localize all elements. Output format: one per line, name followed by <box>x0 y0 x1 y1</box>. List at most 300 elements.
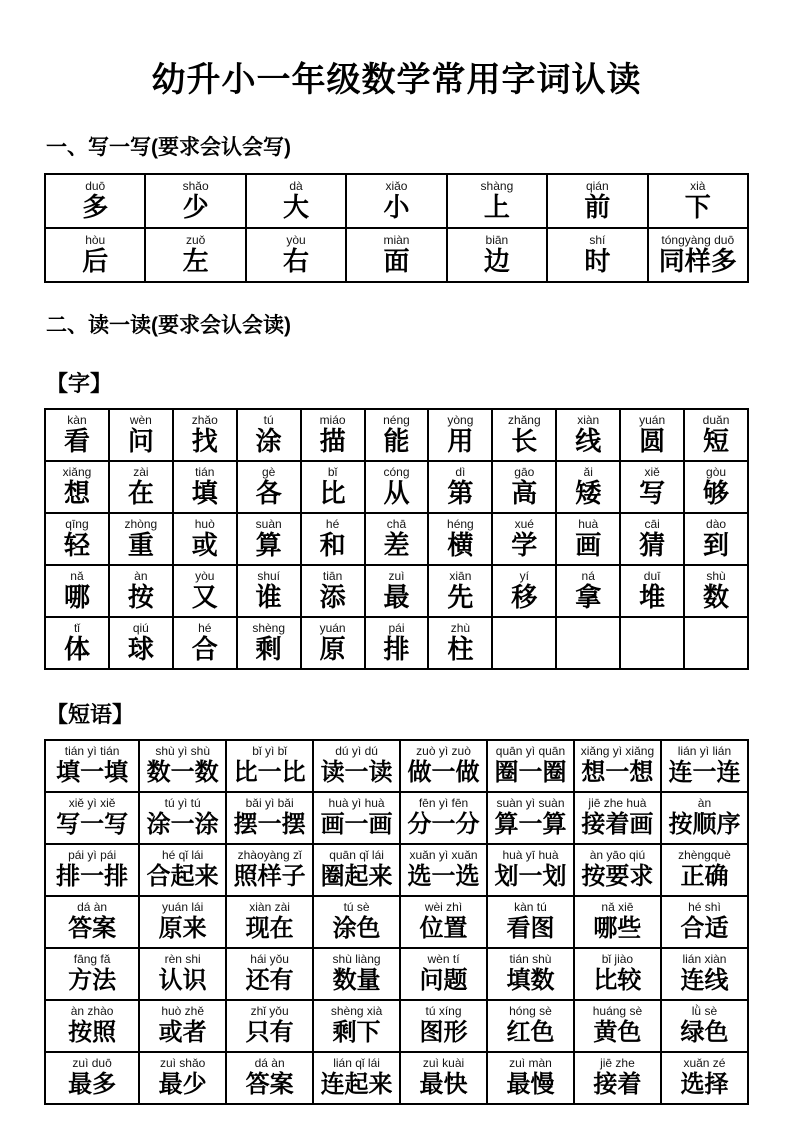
hanzi-text: 填一填 <box>56 758 129 786</box>
hanzi-text: 剩 <box>255 633 282 664</box>
hanzi-text: 按 <box>127 581 154 612</box>
word-cell <box>428 565 492 617</box>
pinyin-text: zuì duō <box>72 1055 112 1070</box>
word-cell <box>574 948 661 1000</box>
hanzi-text: 体 <box>63 633 90 664</box>
pinyin-text: cāi <box>644 516 660 531</box>
pinyin-text: xué <box>514 516 534 531</box>
pinyin-text: biān <box>485 232 509 247</box>
word-cell <box>173 565 237 617</box>
word-cell <box>45 461 109 513</box>
word-cell <box>313 792 400 844</box>
hanzi-text: 线 <box>575 425 602 456</box>
hanzi-text: 比一比 <box>233 758 306 786</box>
pinyin-text: hóng sè <box>509 1003 552 1018</box>
page-title: 幼升小一年级数学常用字词认读 <box>151 61 642 99</box>
pinyin-text: huáng sè <box>592 1003 643 1018</box>
hanzi-text: 最少 <box>158 1070 207 1098</box>
pinyin-text: zuì shǎo <box>159 1055 206 1070</box>
word-row <box>45 844 748 896</box>
section-read-heading: 二、读一读(要求会认会读) <box>46 314 291 337</box>
pinyin-text: hé qǐ lái <box>161 847 204 862</box>
hanzi-text: 最快 <box>419 1070 468 1098</box>
pinyin-text: tú xíng <box>425 1003 462 1018</box>
word-cell <box>365 617 429 669</box>
hanzi-text: 找 <box>191 425 218 456</box>
pinyin-text: zhǎo <box>191 412 218 427</box>
pinyin-text: quān yì quān <box>495 743 566 758</box>
pinyin-text: pái <box>388 620 405 635</box>
word-cell <box>684 565 748 617</box>
pinyin-text: xià <box>690 178 706 193</box>
hanzi-text: 面 <box>383 245 410 276</box>
empty-cell <box>620 617 684 669</box>
pinyin-text: miàn <box>383 232 410 247</box>
word-cell <box>661 740 748 792</box>
hanzi-text: 添 <box>319 581 346 612</box>
pinyin-text: quān qǐ lái <box>329 847 384 862</box>
hanzi-text: 最 <box>383 581 410 612</box>
hanzi-text: 红色 <box>506 1018 555 1046</box>
word-cell <box>109 617 173 669</box>
pinyin-text: fēn yì fēn <box>418 795 469 810</box>
hanzi-text: 绿色 <box>680 1018 729 1046</box>
hanzi-text: 看图 <box>506 914 555 942</box>
hanzi-text: 最慢 <box>506 1070 555 1098</box>
word-cell <box>428 513 492 565</box>
word-cell <box>487 1000 574 1052</box>
word-cell <box>45 513 109 565</box>
pinyin-text: ǎi <box>583 464 593 479</box>
pinyin-text: zuì kuài <box>422 1055 465 1070</box>
word-cell <box>313 948 400 1000</box>
hanzi-text: 长 <box>511 425 538 456</box>
hanzi-text: 现在 <box>245 914 294 942</box>
hanzi-text: 想 <box>63 477 90 508</box>
pinyin-text: tóngyàng duō <box>661 232 735 247</box>
hanzi-text: 方法 <box>68 966 117 994</box>
word-cell <box>226 896 313 948</box>
word-cell <box>301 617 365 669</box>
pinyin-text: yí <box>519 568 529 583</box>
word-row <box>45 948 748 1000</box>
word-cell <box>487 1052 574 1104</box>
hanzi-text: 选一选 <box>407 862 480 890</box>
hanzi-text: 和 <box>319 529 346 560</box>
pinyin-text: duǎn <box>702 412 730 427</box>
word-cell <box>661 1052 748 1104</box>
hanzi-text: 合适 <box>680 914 729 942</box>
pinyin-text: hé <box>325 516 340 531</box>
pinyin-text: shàng <box>480 178 514 193</box>
word-cell <box>661 1000 748 1052</box>
pinyin-text: dào <box>706 516 727 531</box>
pinyin-text: shuí <box>257 568 281 583</box>
pinyin-text: àn yāo qiú <box>589 847 646 862</box>
hanzi-text: 大 <box>283 191 310 222</box>
pinyin-text: àn <box>697 795 712 810</box>
word-cell <box>226 792 313 844</box>
hanzi-text: 短 <box>703 425 730 456</box>
hanzi-text: 写 <box>639 477 666 508</box>
word-cell <box>400 1052 487 1104</box>
hanzi-text: 右 <box>283 245 310 276</box>
pinyin-text: zhòng <box>124 516 158 531</box>
word-cell <box>45 565 109 617</box>
pinyin-text: zhǎng <box>507 412 541 427</box>
hanzi-text: 移 <box>511 581 538 612</box>
zi-words-table <box>44 408 749 670</box>
hanzi-text: 比较 <box>593 966 642 994</box>
pinyin-text: wèn <box>129 412 152 427</box>
hanzi-text: 划一划 <box>494 862 567 890</box>
hanzi-text: 学 <box>511 529 538 560</box>
pinyin-text: nǎ <box>70 568 84 583</box>
hanzi-text: 谁 <box>255 581 282 612</box>
hanzi-text: 数一数 <box>146 758 219 786</box>
word-cell <box>45 792 139 844</box>
word-cell <box>661 948 748 1000</box>
hanzi-text: 圈一圈 <box>494 758 567 786</box>
pinyin-text: qián <box>585 178 609 193</box>
word-cell <box>574 896 661 948</box>
word-cell <box>226 948 313 1000</box>
word-cell <box>45 896 139 948</box>
word-cell <box>684 409 748 461</box>
word-cell <box>139 1052 226 1104</box>
word-cell <box>648 174 748 228</box>
pinyin-text: hé <box>198 620 212 635</box>
word-cell <box>139 792 226 844</box>
duanyu-words-table <box>44 739 749 1105</box>
pinyin-text: àn zhào <box>70 1003 114 1018</box>
word-cell <box>487 792 574 844</box>
pinyin-text: hái yǒu <box>250 951 289 966</box>
word-cell <box>492 461 556 513</box>
hanzi-text: 下 <box>684 191 711 222</box>
pinyin-text: zài <box>133 464 149 479</box>
pinyin-text: jiē zhe huà <box>588 795 647 810</box>
word-cell <box>45 409 109 461</box>
hanzi-text: 猜 <box>639 529 666 560</box>
empty-cell <box>492 617 556 669</box>
hanzi-text: 连一连 <box>668 758 741 786</box>
word-cell <box>109 461 173 513</box>
hanzi-text: 涂 <box>255 425 282 456</box>
pinyin-text: zuì màn <box>509 1055 552 1070</box>
word-cell <box>400 740 487 792</box>
word-cell <box>684 513 748 565</box>
word-cell <box>400 1000 487 1052</box>
word-row <box>45 461 748 513</box>
word-row <box>45 1000 748 1052</box>
pinyin-text: zuò yì zuò <box>416 743 471 758</box>
word-cell <box>620 409 684 461</box>
word-cell <box>487 896 574 948</box>
word-cell <box>237 617 301 669</box>
word-cell <box>139 896 226 948</box>
pinyin-text: dá àn <box>77 899 108 914</box>
word-cell <box>226 1000 313 1052</box>
pinyin-text: pái yì pái <box>68 847 117 862</box>
pinyin-text: àn <box>134 568 148 583</box>
pinyin-text: wèi zhì <box>424 899 463 914</box>
pinyin-text: xiě <box>644 464 660 479</box>
word-cell <box>574 1052 661 1104</box>
hanzi-text: 上 <box>483 191 510 222</box>
pinyin-text: shǎo <box>182 178 209 193</box>
pinyin-text: yuán <box>319 620 346 635</box>
word-cell <box>139 948 226 1000</box>
word-cell <box>556 461 620 513</box>
word-cell <box>365 409 429 461</box>
pinyin-text: tú yì tú <box>164 795 201 810</box>
hanzi-text: 连起来 <box>320 1070 393 1098</box>
pinyin-text: dì <box>455 464 466 479</box>
pinyin-text: miáo <box>319 412 346 427</box>
word-cell <box>661 896 748 948</box>
pinyin-text: shù liàng <box>332 951 381 966</box>
pinyin-text: kàn <box>67 412 87 427</box>
word-cell <box>400 948 487 1000</box>
pinyin-text: xiǎng yì xiǎng <box>580 743 655 758</box>
hanzi-text: 按要求 <box>581 862 654 890</box>
word-cell <box>173 409 237 461</box>
word-cell <box>574 792 661 844</box>
pinyin-text: bǐ jiào <box>601 951 634 966</box>
word-cell <box>173 461 237 513</box>
word-cell <box>301 513 365 565</box>
hanzi-text: 第 <box>447 477 474 508</box>
pinyin-text: xuǎn yì xuǎn <box>409 847 478 862</box>
hanzi-text: 时 <box>584 245 611 276</box>
word-cell <box>400 844 487 896</box>
pinyin-text: hé shì <box>688 899 721 914</box>
pinyin-text: shèng xià <box>330 1003 383 1018</box>
pinyin-text: zuǒ <box>185 232 206 247</box>
word-cell <box>237 409 301 461</box>
hanzi-text: 从 <box>383 477 410 508</box>
pinyin-text: lián xiàn <box>682 951 727 966</box>
pinyin-text: huò <box>194 516 215 531</box>
pinyin-text: qīng <box>65 516 89 531</box>
word-cell <box>237 513 301 565</box>
word-cell <box>400 896 487 948</box>
word-cell <box>365 565 429 617</box>
word-cell <box>428 461 492 513</box>
word-cell <box>487 844 574 896</box>
hanzi-text: 够 <box>703 477 730 508</box>
word-cell <box>556 565 620 617</box>
word-cell <box>684 461 748 513</box>
hanzi-text: 选择 <box>680 1070 729 1098</box>
empty-cell <box>684 617 748 669</box>
word-cell <box>45 1000 139 1052</box>
pinyin-text: shù yì shù <box>155 743 211 758</box>
hanzi-text: 剩下 <box>332 1018 381 1046</box>
hanzi-text: 画 <box>575 529 602 560</box>
hanzi-text: 填数 <box>506 966 555 994</box>
word-cell <box>492 565 556 617</box>
word-cell <box>492 513 556 565</box>
pinyin-text: suàn <box>255 516 282 531</box>
pinyin-text: bǐ yì bǐ <box>252 743 287 758</box>
pinyin-text: tián <box>195 464 215 479</box>
hanzi-text: 球 <box>127 633 154 664</box>
hanzi-text: 看 <box>63 425 90 456</box>
word-cell <box>620 461 684 513</box>
pinyin-text: gòu <box>706 464 727 479</box>
pinyin-text: fāng fǎ <box>73 951 111 966</box>
word-cell <box>547 228 647 282</box>
pinyin-text: wèn tí <box>427 951 460 966</box>
pinyin-text: yòu <box>286 232 306 247</box>
word-cell <box>237 461 301 513</box>
pinyin-text: yuán <box>639 412 666 427</box>
hanzi-text: 按顺序 <box>668 810 741 838</box>
section-write-heading: 一、写一写(要求会认会写) <box>46 136 291 159</box>
pinyin-text: kàn tú <box>514 899 547 914</box>
hanzi-text: 先 <box>447 581 474 612</box>
pinyin-text: tú <box>263 412 274 427</box>
pinyin-text: tián yì tián <box>64 743 120 758</box>
pinyin-text: xuǎn zé <box>683 1055 726 1070</box>
word-cell <box>45 844 139 896</box>
word-cell <box>346 228 446 282</box>
hanzi-text: 读一读 <box>320 758 393 786</box>
word-cell <box>492 409 556 461</box>
hanzi-text: 分一分 <box>407 810 480 838</box>
word-cell <box>246 228 346 282</box>
word-cell <box>487 740 574 792</box>
word-cell <box>139 1000 226 1052</box>
hanzi-text: 各 <box>255 477 282 508</box>
word-cell <box>246 174 346 228</box>
pinyin-text: zuì <box>388 568 405 583</box>
pinyin-text: shù <box>706 568 726 583</box>
hanzi-text: 或者 <box>158 1018 207 1046</box>
pinyin-text: héng <box>447 516 474 531</box>
word-row <box>45 409 748 461</box>
hanzi-text: 正确 <box>680 862 729 890</box>
word-row <box>45 174 748 228</box>
hanzi-text: 重 <box>127 529 154 560</box>
word-cell <box>620 513 684 565</box>
hanzi-text: 后 <box>82 245 109 276</box>
word-cell <box>226 740 313 792</box>
word-row <box>45 896 748 948</box>
pinyin-text: yòu <box>195 568 215 583</box>
hanzi-text: 堆 <box>639 581 666 612</box>
pinyin-text: huò zhě <box>161 1003 205 1018</box>
pinyin-text: xiǎng <box>62 464 92 479</box>
pinyin-text: bǎi yì bǎi <box>245 795 294 810</box>
pinyin-text: gāo <box>514 464 535 479</box>
hanzi-text: 数量 <box>332 966 381 994</box>
zi-section-label: 【字】 <box>46 371 113 396</box>
word-cell <box>301 409 365 461</box>
hanzi-text: 轻 <box>63 529 90 560</box>
word-cell <box>556 409 620 461</box>
word-cell <box>574 740 661 792</box>
word-row <box>45 565 748 617</box>
hanzi-text: 前 <box>584 191 611 222</box>
word-cell <box>556 513 620 565</box>
hanzi-text: 算 <box>255 529 282 560</box>
word-cell <box>173 617 237 669</box>
pinyin-text: dà <box>289 178 303 193</box>
word-row <box>45 228 748 282</box>
duanyu-section-label: 【短语】 <box>46 702 135 727</box>
hanzi-text: 照样子 <box>233 862 306 890</box>
word-cell <box>145 174 245 228</box>
pinyin-text: néng <box>383 412 410 427</box>
word-cell <box>45 228 145 282</box>
pinyin-text: tǐ <box>73 620 80 635</box>
hanzi-text: 多 <box>82 191 109 222</box>
hanzi-text: 涂一涂 <box>146 810 219 838</box>
pinyin-text: zhàoyàng zǐ <box>237 847 302 862</box>
hanzi-text: 到 <box>703 529 730 560</box>
hanzi-text: 小 <box>383 191 410 222</box>
pinyin-text: gè <box>261 464 276 479</box>
hanzi-text: 连线 <box>680 966 729 994</box>
hanzi-text: 描 <box>319 425 346 456</box>
hanzi-text: 写一写 <box>56 810 129 838</box>
hanzi-text: 用 <box>447 425 474 456</box>
hanzi-text: 位置 <box>419 914 468 942</box>
pinyin-text: rèn shi <box>164 951 201 966</box>
hanzi-text: 少 <box>182 191 209 222</box>
hanzi-text: 圆 <box>639 425 666 456</box>
write-words-table <box>44 173 749 283</box>
word-cell <box>109 513 173 565</box>
empty-cell <box>556 617 620 669</box>
word-cell <box>313 896 400 948</box>
word-cell <box>139 740 226 792</box>
hanzi-text: 排 <box>383 633 410 664</box>
hanzi-text: 算一算 <box>494 810 567 838</box>
word-row <box>45 513 748 565</box>
pinyin-text: shí <box>589 232 606 247</box>
pinyin-text: dá àn <box>254 1055 285 1070</box>
word-cell <box>574 844 661 896</box>
hanzi-text: 画一画 <box>320 810 393 838</box>
pinyin-text: xiǎo <box>385 178 408 193</box>
word-cell <box>428 409 492 461</box>
hanzi-text: 同样多 <box>658 245 737 276</box>
word-cell <box>45 1052 139 1104</box>
word-cell <box>145 228 245 282</box>
pinyin-text: yuán lái <box>161 899 204 914</box>
word-cell <box>661 844 748 896</box>
hanzi-text: 圈起来 <box>320 862 393 890</box>
pinyin-text: tú sè <box>343 899 370 914</box>
hanzi-text: 黄色 <box>593 1018 642 1046</box>
hanzi-text: 填 <box>191 477 218 508</box>
pinyin-text: xiàn zài <box>249 899 290 914</box>
pinyin-text: chā <box>386 516 407 531</box>
pinyin-text: huà yì huà <box>328 795 385 810</box>
pinyin-text: jiē zhe <box>600 1055 635 1070</box>
pinyin-text: huà yī huà <box>502 847 559 862</box>
word-cell <box>428 617 492 669</box>
hanzi-text: 原来 <box>158 914 207 942</box>
word-cell <box>365 513 429 565</box>
word-cell <box>45 617 109 669</box>
word-cell <box>447 228 547 282</box>
word-cell <box>547 174 647 228</box>
